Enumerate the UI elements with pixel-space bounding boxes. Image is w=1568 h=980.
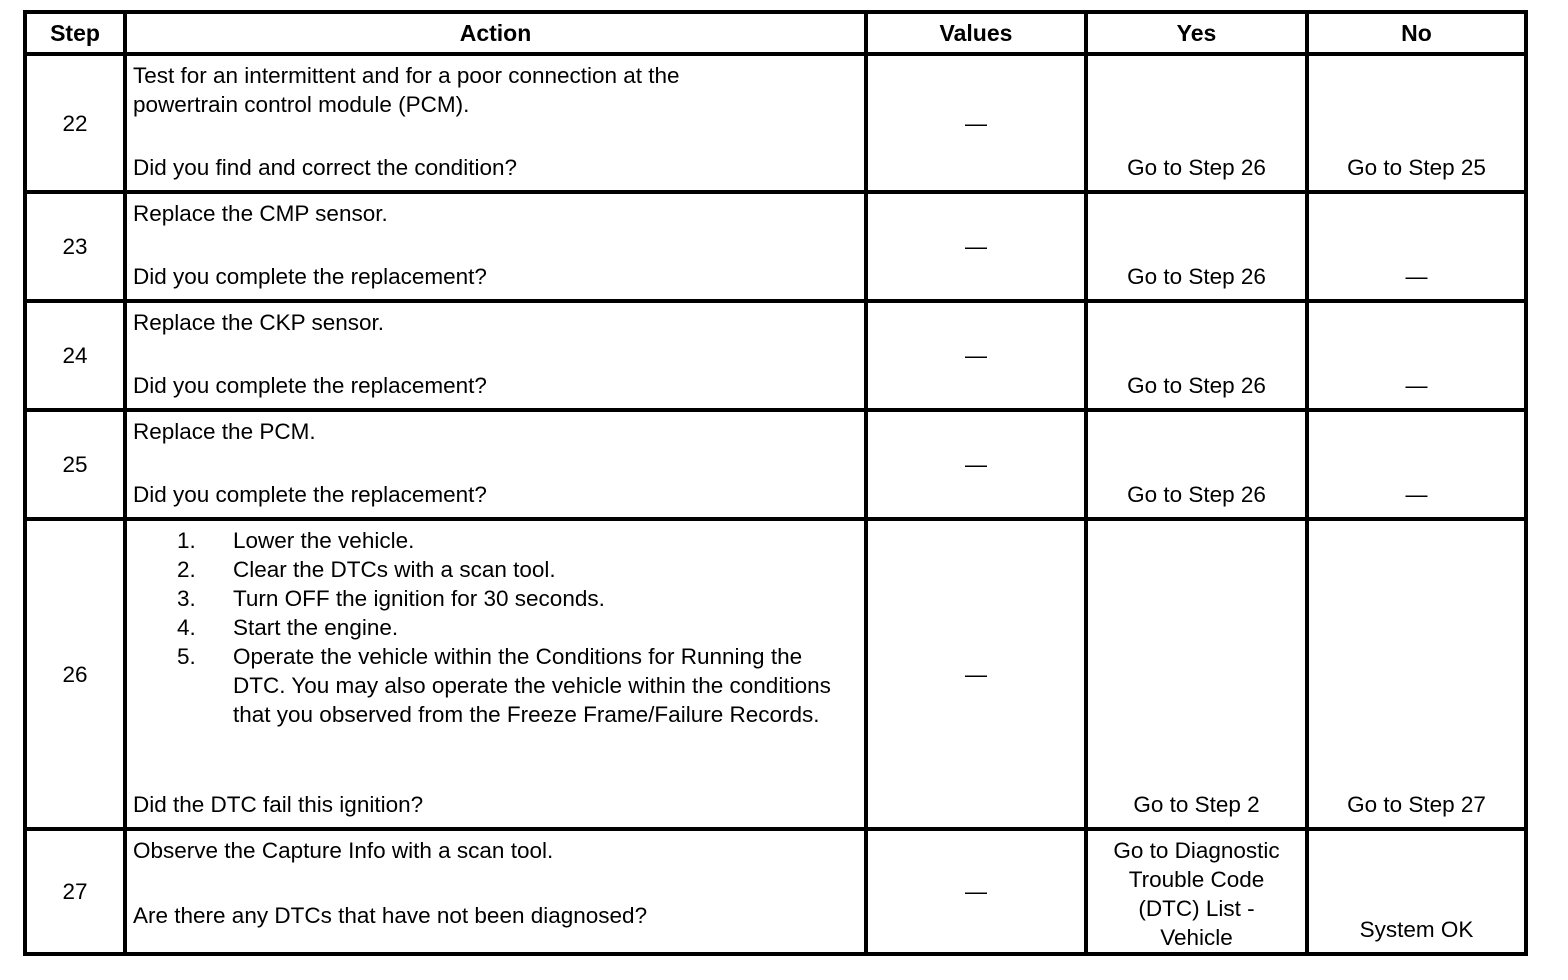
table-row [25,829,1526,954]
action-instruction: Test for an intermittent and for a poor connection at the powertrain control module (PCM). [133,63,680,117]
action-instruction: Observe the Capture Info with a scan tool. [133,838,554,863]
procedure-item [177,555,858,584]
no-cell [1307,519,1526,829]
action-cell [125,192,866,301]
table-row [25,519,1526,829]
no-cell [1307,192,1526,301]
procedure-text: Start the engine. [233,615,399,640]
action-question: Did you complete the replacement? [133,264,487,289]
header-row [25,12,1526,54]
procedure-item [177,526,858,555]
step-number: 25 [25,410,125,519]
step-number: 22 [25,54,125,192]
step-number: 24 [25,301,125,410]
procedure-text: Clear the DTCs with a scan tool. [233,557,556,582]
procedure-item [177,642,858,729]
action-cell [125,519,866,829]
yes-cell [1086,829,1307,954]
yes-cell [1086,301,1307,410]
diagnostic-table [23,10,1528,956]
table-row [25,54,1526,192]
yes-cell [1086,54,1307,192]
values-dash: — [965,879,987,904]
procedure-number: 5. [177,644,196,669]
action-question: Did you complete the replacement? [133,373,487,398]
values-cell [866,301,1086,410]
yes-cell [1086,410,1307,519]
procedure-text: Operate the vehicle within the Conditions for Running the DTC. You may also operate the vehicle within the conditions that you observed from the Freeze Frame/Failure Records. [233,644,831,727]
no-outcome: — [1405,482,1428,507]
step-number: 23 [25,192,125,301]
procedure-item [177,584,858,613]
values-dash: — [965,110,987,136]
action-cell [125,54,866,192]
action-question: Did you find and correct the condition? [133,155,517,180]
action-question: Did you complete the replacement? [133,482,487,507]
yes-outcome: Go to Step 26 [1127,482,1266,507]
values-dash: — [965,343,987,368]
no-cell [1307,829,1526,954]
yes-outcome: Go to Step 26 [1127,155,1266,180]
no-cell [1307,410,1526,519]
yes-outcome: Go to Step 26 [1127,373,1266,398]
values-cell [866,410,1086,519]
action-cell [125,410,866,519]
values-dash: — [965,661,987,687]
action-instruction: Replace the CKP sensor. [133,310,384,335]
procedure-number: 4. [177,615,196,640]
no-cell [1307,54,1526,192]
header-yes: Yes [1086,12,1307,54]
action-instruction: Replace the CMP sensor. [133,201,388,226]
table-row [25,410,1526,519]
no-cell [1307,301,1526,410]
table-row [25,301,1526,410]
procedure-list [177,526,858,729]
header-values: Values [866,12,1086,54]
action-instruction: Replace the PCM. [133,419,316,444]
no-outcome: — [1405,264,1428,289]
action-question: Are there any DTCs that have not been diagnosed? [133,903,648,928]
action-question: Did the DTC fail this ignition? [133,792,424,817]
no-outcome: System OK [1359,917,1474,942]
step-number: 26 [25,519,125,829]
values-dash: — [965,452,987,477]
values-cell [866,829,1086,954]
header-action: Action [125,12,866,54]
action-cell [125,301,866,410]
no-outcome: Go to Step 27 [1347,792,1486,817]
values-cell [866,192,1086,301]
action-cell [125,829,866,954]
yes-outcome: Go to Step 26 [1127,264,1266,289]
yes-outcome: Go to Step 2 [1133,792,1260,817]
table-row [25,192,1526,301]
yes-cell [1086,192,1307,301]
no-outcome: — [1405,373,1428,398]
procedure-number: 1. [177,528,196,553]
header-no: No [1307,12,1526,54]
header-step: Step [25,12,125,54]
procedure-text: Lower the vehicle. [233,528,415,553]
no-outcome: Go to Step 25 [1347,155,1486,180]
procedure-number: 2. [177,557,196,582]
values-cell [866,519,1086,829]
step-number: 27 [25,829,125,954]
procedure-item [177,613,858,642]
procedure-number: 3. [177,586,196,611]
values-dash: — [965,234,987,259]
yes-outcome: Go to Diagnostic Trouble Code (DTC) List - Vehicle [1113,838,1280,950]
values-cell [866,54,1086,192]
procedure-text: Turn OFF the ignition for 30 seconds. [233,586,605,611]
yes-cell [1086,519,1307,829]
